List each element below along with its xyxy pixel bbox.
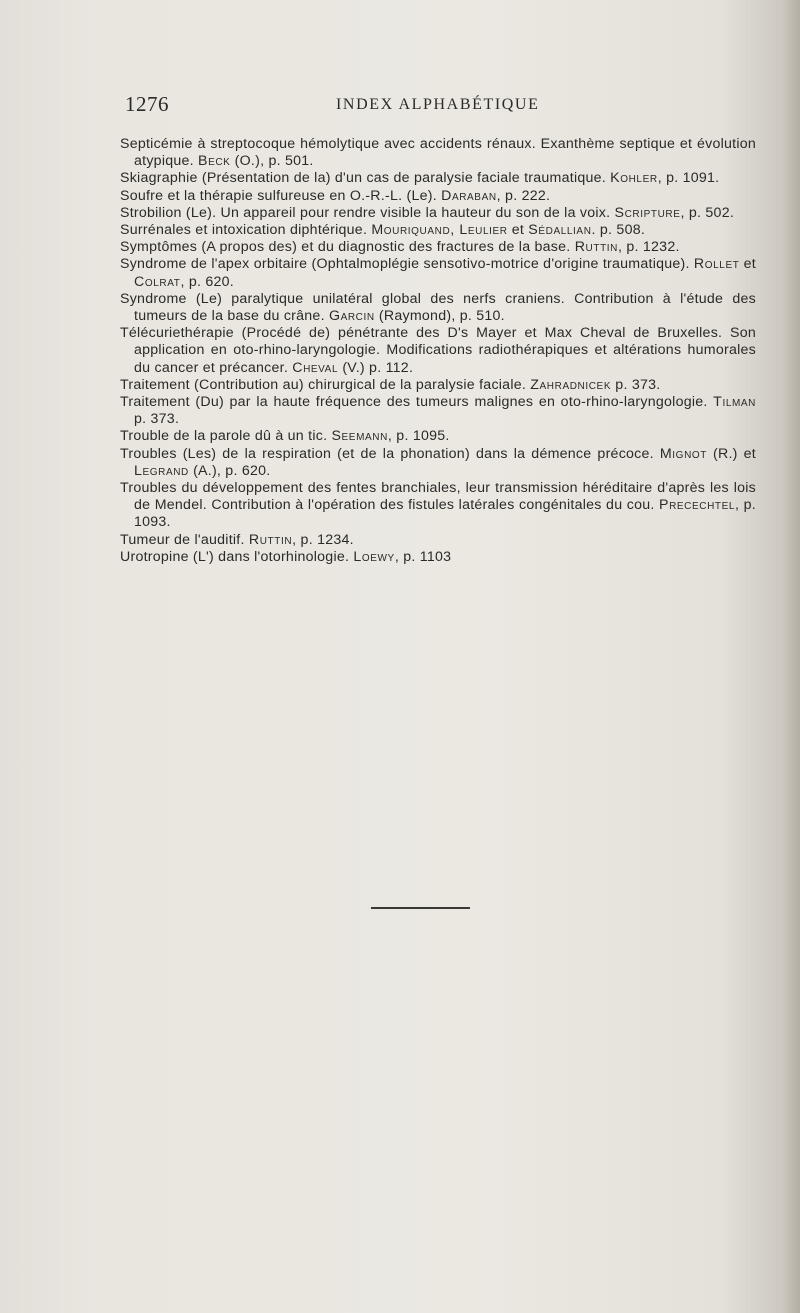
entry-author: Mouriquand, Leulier (371, 222, 508, 239)
entry-author: Colrat (134, 273, 181, 290)
entry-author: Ruttin (248, 531, 293, 548)
entry-text: Septicémie à streptocoque hémolytique avec accidents rénaux. Exanthème septique et évolution atypique. (120, 136, 756, 170)
entry-ref: , p. 1091. (657, 170, 720, 187)
entry-author: Garcin (328, 308, 375, 325)
entry-text: Syndrome de l'apex orbitaire (Ophtalmoplégie sensotivo-motrice d'origine traumatique). (120, 256, 694, 273)
index-entry (120, 188, 756, 205)
entry-author: Loewy (353, 548, 395, 565)
index-entry (120, 222, 756, 239)
index-entry (120, 136, 756, 170)
entry-ref: (V.) p. 112. (338, 359, 414, 376)
index-entries (120, 136, 756, 566)
entry-author: Seemann (331, 428, 388, 445)
entry-text: Syndrome (Le) paralytique unilatéral global des nerfs craniens. Contribution à l'étude des tumeurs de la base du crâne. (120, 290, 756, 325)
entry-ref: et (507, 222, 529, 239)
entry-author: Precechtel (659, 497, 736, 514)
index-entry (120, 239, 756, 256)
entry-ref: (R.) et (706, 445, 756, 462)
page-header (125, 92, 765, 116)
index-entry (120, 549, 756, 566)
page-number: 1276 (125, 92, 169, 116)
index-entry (120, 480, 756, 532)
entry-text: Soufre et la thérapie sulfureuse en O.-R.-L. (Le). (120, 187, 442, 204)
entry-ref: , p. 1234. (292, 531, 354, 548)
index-entry (120, 291, 756, 325)
entry-author: Ruttin (574, 239, 618, 256)
entry-text: Télécuriethérapie (Procédé de) pénétrante des D's Mayer et Max Cheval de Bruxelles. Son application en oto-rhino-laryngologie. Modifications radiothérapiques et altérations humorales du cancer et précancer. (120, 325, 756, 376)
entry-text: Symptômes (A propos des) et du diagnostic des fractures de la base. (120, 239, 575, 256)
entry-author: Scripture (614, 204, 681, 221)
entry-author: Legrand (134, 462, 189, 479)
entry-ref: , p. 1103 (394, 548, 452, 565)
index-entry (120, 394, 756, 428)
index-entry (120, 205, 756, 222)
index-entry (120, 446, 756, 480)
entry-ref: , p. 1095. (387, 428, 450, 445)
entry-author: Daraban (441, 187, 497, 204)
entry-author: Tilman (713, 394, 756, 411)
end-rule (371, 907, 470, 909)
entry-author: Beck (198, 153, 231, 170)
entry-text: Troubles du développement des fentes branchiales, leur transmission héréditaire d'après les lois de Mendel. Contribution à l'opération des fistules latérales congénitales du cou. (120, 480, 756, 514)
entry-author: Mignot (659, 445, 707, 462)
index-entry (120, 428, 756, 445)
entry-author: Kohler (610, 170, 658, 187)
running-head: INDEX ALPHABÉTIQUE (336, 96, 540, 113)
page-edge-shadow (782, 0, 800, 1313)
index-entry (120, 532, 756, 549)
entry-text: Tumeur de l'auditif. (120, 531, 249, 548)
entry-text: Trouble de la parole dû à un tic. (120, 428, 332, 445)
entry-text: Strobilion (Le). Un appareil pour rendre visible la hauteur du son de la voix. (120, 204, 615, 221)
entry-ref: (O.), p. 501. (230, 153, 314, 170)
entry-ref: , p. 620. (180, 273, 234, 290)
entry-author: Rollet (693, 256, 740, 273)
entry-ref: (Raymond), p. 510. (374, 308, 505, 325)
entry-ref: , p. 502. (680, 204, 735, 221)
entry-text: Urotropine (L') dans l'otorhinologie. (120, 548, 354, 565)
entry-text: Troubles (Les) de la respiration (et de la phonation) dans la démence précoce. (120, 445, 660, 462)
entry-text: Skiagraphie (Présentation de la) d'un cas de paralysie faciale traumatique. (120, 170, 611, 187)
entry-ref: p. 373. (134, 411, 180, 428)
entry-author: Zahradnicek (530, 376, 612, 393)
entry-ref: p. 373. (611, 376, 661, 393)
entry-author: Cheval (292, 359, 339, 376)
entry-ref: et (739, 256, 756, 273)
index-entry (120, 170, 756, 187)
entry-ref: , p. 1093. (134, 497, 756, 531)
entry-ref: . p. 508. (591, 222, 646, 239)
entry-text: Traitement (Du) par la haute fréquence des tumeurs malignes en oto-rhino-laryngologie. (120, 394, 714, 411)
entry-text: Surrénales et intoxication diphtérique. (120, 222, 372, 239)
entry-ref: , p. 1232. (617, 239, 680, 256)
entry-ref: , p. 222. (496, 187, 551, 204)
index-entry (120, 377, 756, 394)
entry-ref: (A.), p. 620. (188, 462, 271, 479)
entry-author: Sédallian (528, 222, 592, 239)
index-entry (120, 325, 756, 377)
entry-text: Traitement (Contribution au) chirurgical de la paralysie faciale. (120, 376, 531, 393)
index-entry (120, 256, 756, 290)
